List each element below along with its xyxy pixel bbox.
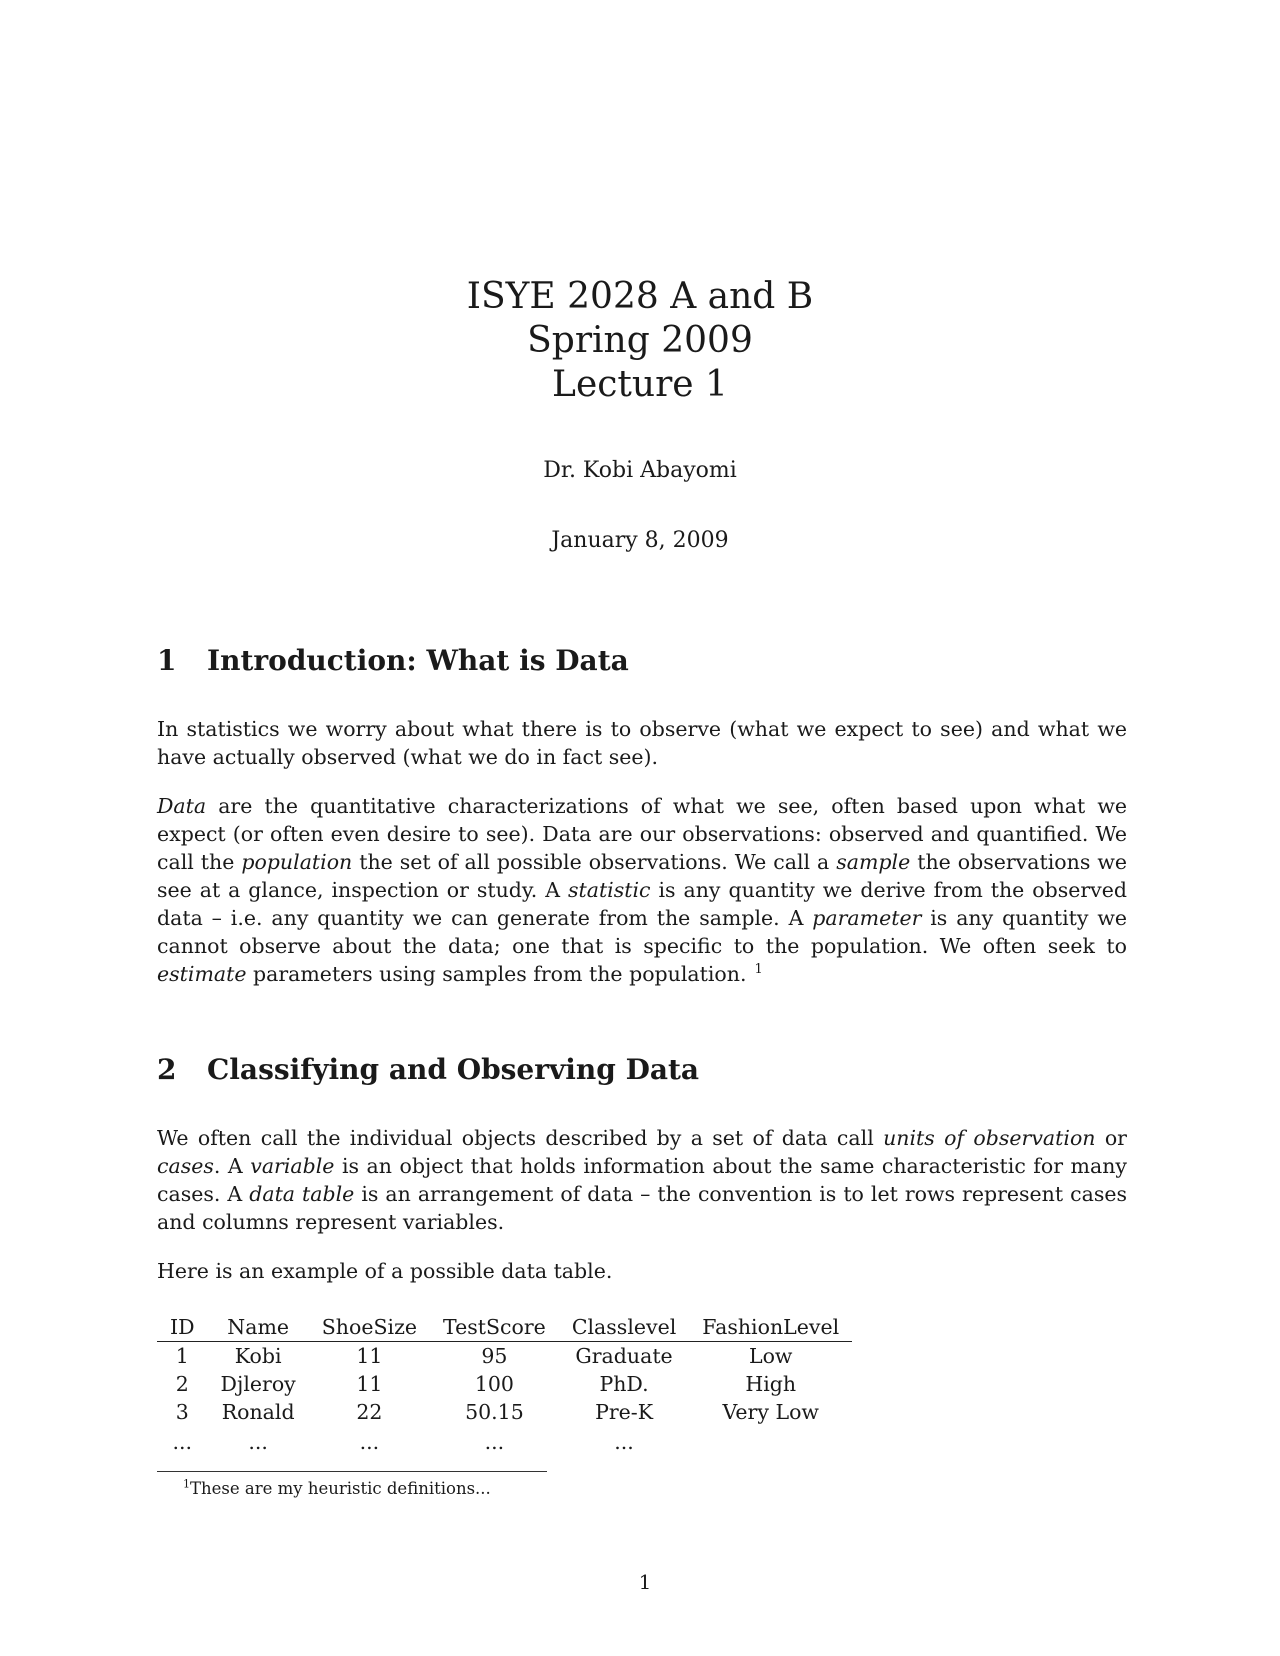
text-run: is any quantity we cannot observe about the data; one that is specific to the population. We often seek to xyxy=(157,906,1127,958)
text-run: is an arrangement of data – the convention is to let rows represent cases and columns represent variables. xyxy=(157,1182,1128,1234)
table-cell xyxy=(689,1426,852,1458)
section-1-heading xyxy=(157,644,629,677)
text-run: or xyxy=(1095,1126,1127,1150)
term-data-table: data table xyxy=(249,1182,355,1206)
lecture-title: Lecture 1 xyxy=(552,364,728,405)
term-data: Data xyxy=(157,794,207,818)
footnote-reference[interactable]: 1 xyxy=(754,962,763,978)
section-1-paragraph-2 xyxy=(157,792,1127,988)
term-title: Spring 2009 xyxy=(527,320,753,361)
term-cases: cases xyxy=(157,1154,214,1178)
term-sample: sample xyxy=(836,850,911,874)
table-ellipsis-row xyxy=(157,1426,852,1458)
table-cell: ... xyxy=(172,1430,193,1454)
text-run: the observations we see at a glance, inspection or study. A xyxy=(157,850,1127,902)
column-header: ID xyxy=(157,1313,208,1342)
term-parameter: parameter xyxy=(812,906,922,930)
text-run: is any quantity we derive from the observed data – i.e. any quantity we can generate from the sample. A xyxy=(157,878,1127,930)
table-row xyxy=(157,1370,852,1398)
footnote-text: These are my heuristic definitions... xyxy=(190,1479,491,1498)
page-number: 1 xyxy=(638,1570,652,1594)
table-cell: ... xyxy=(248,1430,268,1454)
text-run: parameters using samples from the population. xyxy=(246,962,747,986)
table-cell: 11 xyxy=(356,1372,383,1396)
column-header: Classlevel xyxy=(559,1313,689,1342)
table-cell: 22 xyxy=(356,1400,383,1424)
table-cell: High xyxy=(745,1372,797,1396)
section-2-paragraph-1 xyxy=(157,1124,1127,1236)
footnote-rule xyxy=(157,1471,547,1472)
table-cell: Pre-K xyxy=(595,1400,654,1424)
table-cell: 1 xyxy=(175,1344,189,1368)
table-cell: PhD. xyxy=(599,1372,649,1396)
footnote xyxy=(183,1479,491,1498)
text-run: We often call the individual objects described by a set of data call xyxy=(157,1126,884,1150)
table-cell: Djleroy xyxy=(220,1372,296,1396)
table-cell: 2 xyxy=(175,1372,189,1396)
table-cell: ... xyxy=(484,1430,505,1454)
column-header: FashionLevel xyxy=(689,1313,852,1342)
term-statistic: statistic xyxy=(567,878,651,902)
table-cell: 95 xyxy=(481,1344,508,1368)
table-cell: 11 xyxy=(356,1344,383,1368)
table-cell: ... xyxy=(359,1430,380,1454)
section-2-title: Classifying and Observing Data xyxy=(207,1053,700,1086)
course-title: ISYE 2028 A and B xyxy=(466,276,814,317)
column-header: ShoeSize xyxy=(309,1313,430,1342)
table-cell: 100 xyxy=(474,1372,514,1396)
table-cell: Ronald xyxy=(221,1400,295,1424)
section-1-title: Introduction: What is Data xyxy=(207,644,629,677)
term-estimate: estimate xyxy=(157,962,247,986)
table-cell: ... xyxy=(614,1430,634,1454)
table-cell: 50.15 xyxy=(465,1400,524,1424)
section-2-heading xyxy=(157,1053,699,1086)
text-run: . A xyxy=(213,1154,251,1178)
term-units-of-observation: units of observation xyxy=(883,1126,1096,1150)
table-cell: 3 xyxy=(175,1400,189,1424)
text-run: is an object that holds information about the same characteristic for many cases. A xyxy=(157,1154,1127,1206)
footnote-mark: 1 xyxy=(183,1477,190,1491)
data-table xyxy=(157,1313,852,1458)
section-1-number: 1 xyxy=(157,644,177,677)
text-run: the set of all possible observations. We call a xyxy=(352,850,837,874)
section-2-paragraph-2: Here is an example of a possible data table. xyxy=(157,1259,613,1283)
term-variable: variable xyxy=(250,1154,335,1178)
table-cell: Low xyxy=(748,1344,793,1368)
section-1-paragraph-1: In statistics we worry about what there is to observe (what we expect to see) and what we have actually observed (what we do in fact see). xyxy=(157,717,1127,769)
table-row xyxy=(157,1342,852,1371)
table-row xyxy=(157,1398,852,1426)
term-population: population xyxy=(241,850,353,874)
table-header-row xyxy=(157,1313,852,1342)
column-header: TestScore xyxy=(430,1313,559,1342)
date: January 8, 2009 xyxy=(551,528,729,553)
section-2-number: 2 xyxy=(157,1053,177,1086)
author: Dr. Kobi Abayomi xyxy=(543,458,737,483)
table-cell: Kobi xyxy=(234,1344,282,1368)
table-cell: Graduate xyxy=(575,1344,673,1368)
table-cell: Very Low xyxy=(722,1400,819,1424)
text-run: are the quantitative characterizations of what we see, often based upon what we expect (or often even desire to see). Data are our observations: observed and quantified. We call the xyxy=(157,794,1127,874)
column-header: Name xyxy=(208,1313,309,1342)
